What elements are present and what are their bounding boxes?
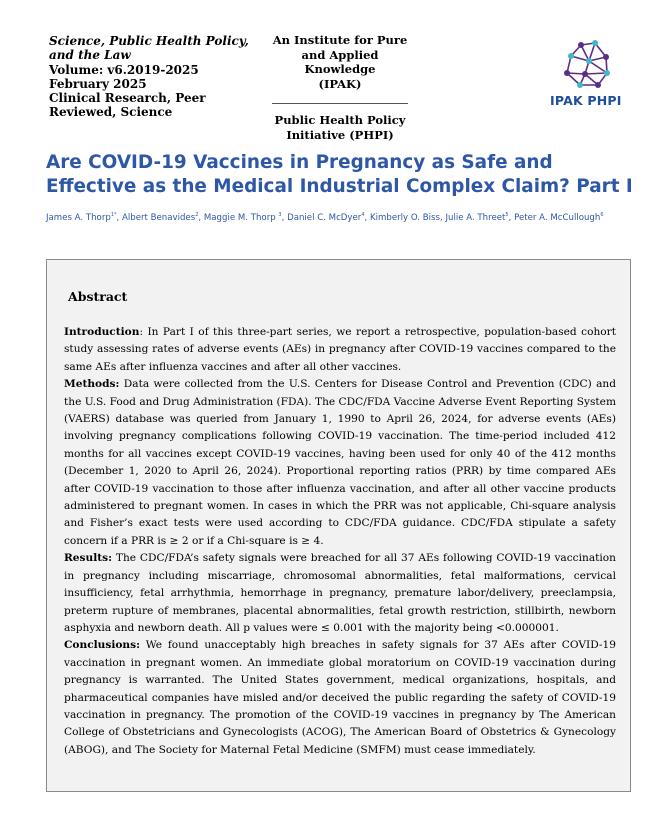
- ipak-phpi-logo: [550, 40, 630, 114]
- author-name: James A. Thorp: [46, 212, 111, 223]
- journal-name-line1: Science, Public Health Policy,: [49, 34, 249, 48]
- conclusions-text: We found unacceptably high breaches in safety signals for 37 AEs after COVID-19 vaccination in pregnant women. An immediate global moratorium on COVID-19 vaccination during pregnancy is warranted. The United States government, medical organizations, hospitals, and pharmaceutical companies have misled and/or deceived the public regarding the safety of COVID-19 vaccination in pregnancy. The promotion of the COVID-19 vaccines in pregnancy by The American College of Obstetricians and Gynecologists (ACOG), The American Board of Obstetrics & Gynecology (ABOG), and The Society for Maternal Fetal Medicine (SMFM) must cease immediately.: [64, 639, 616, 756]
- author-name: Albert Benavides: [121, 212, 196, 223]
- abstract-results: [64, 550, 616, 637]
- initiative-line1: Public Health Policy: [274, 113, 406, 127]
- introduction-text: : In Part I of this three-part series, we report a retrospective, population-based cohort study assessing rates of adverse events (AEs) in pregnancy after COVID-19 vaccines compared to the same AEs after influenza vaccines and after all other vaccines.: [64, 326, 616, 373]
- abstract-introduction: [64, 324, 616, 376]
- author-affiliation: 2: [195, 212, 199, 218]
- journal-date: February 2025: [49, 76, 147, 91]
- journal-category-line1: Clinical Research, Peer: [49, 91, 206, 106]
- abstract-heading: Abstract: [68, 289, 128, 304]
- abstract-methods: [64, 376, 616, 550]
- institute-line2: and Applied Knowledge: [301, 47, 379, 76]
- author-name: Daniel C. McDyer: [287, 212, 362, 223]
- logo-text: IPAK PHPI: [550, 93, 622, 108]
- network-globe-icon: [562, 40, 612, 90]
- abstract-conclusions: [64, 637, 616, 759]
- results-text: The CDC/FDA’s safety signals were breached for all 37 AEs following COVID-19 vaccination in pregnancy including miscarriage, chromosomal abnormalities, fetal malformations, cervical insufficiency, fetal arrhythmia, hemorrhage in pregnancy, premature labor/delivery, preeclampsia, preterm rupture of membranes, placental abnormalities, fetal growth restriction, stillbirth, newborn asphyxia and newborn death. All p values were ≤ 0.001 with the majority being <0.000001.: [64, 552, 616, 634]
- author-name: Julie A. Threet: [445, 212, 506, 223]
- author-affiliation: 3: [278, 212, 282, 218]
- journal-volume: Volume: v6.2019-2025: [49, 62, 199, 77]
- author-name: Maggie M. Thorp: [203, 212, 276, 223]
- institute-info: [266, 33, 414, 142]
- author-affiliation: 6: [600, 212, 604, 218]
- methods-text: Data were collected from the U.S. Centers for Disease Control and Prevention (CDC) and the U.S. Food and Drug Administration (FDA). The CDC/FDA Vaccine Adverse Event Reporting System (VAERS) database was queried from January 1, 1990 to April 26, 2024, for adverse events (AEs) involving pregnancy complications following COVID-19 vaccination. The time-period included 412 months for all vaccines except COVID-19 vaccines, having been used for only 40 of the 412 months (December 1, 2020 to April 26, 2024). Proportional reporting ratios (PRR) by time compared AEs after COVID-19 vaccination to those after influenza vaccination, and after all other vaccine products administered to pregnant women. In cases in which the PRR was not applicable, Chi-square analysis and Fisher’s exact tests were used according to CDC/FDA guidance. CDC/FDA stipulate a safety concern if a PRR is ≥ 2 or if a Chi-square is ≥ 4.: [64, 378, 616, 547]
- journal-info: [49, 34, 259, 120]
- institute-line1: An Institute for Pure: [272, 33, 408, 47]
- abstract-body: [64, 324, 616, 759]
- initiative-line2: Initiative (PHPI): [286, 127, 394, 142]
- abstract-box: [46, 259, 631, 792]
- journal-category-line2: Reviewed, Science: [49, 105, 173, 120]
- journal-name-line2: and the Law: [49, 48, 131, 63]
- author-affiliation: 1*: [110, 212, 117, 218]
- author-affiliation: 5: [505, 212, 509, 218]
- header-divider: [272, 103, 408, 104]
- introduction-label: Introduction: [64, 326, 140, 338]
- methods-label: Methods:: [64, 378, 120, 391]
- results-label: Results:: [64, 552, 113, 565]
- author-list: James A. Thorp$^{1*}$, Albert Benavides$^2$, Maggie M. Thorp $^3$, Daniel C. McDyer$^4$, Kimberly O. Biss, Julie A. Threet$^5$, Peter A. McCullough$^6$: [46, 212, 604, 223]
- author-name: Peter A. McCullough: [514, 212, 601, 223]
- paper-title: Are COVID-19 Vaccines in Pregnancy as Safe and Effective as the Medical Industrial Complex Claim? Part I: [46, 152, 633, 197]
- conclusions-label: Conclusions:: [64, 639, 141, 652]
- author-name: Kimberly O. Biss: [370, 212, 440, 223]
- author-affiliation: 4: [361, 212, 365, 218]
- institute-line3: (IPAK): [318, 76, 362, 91]
